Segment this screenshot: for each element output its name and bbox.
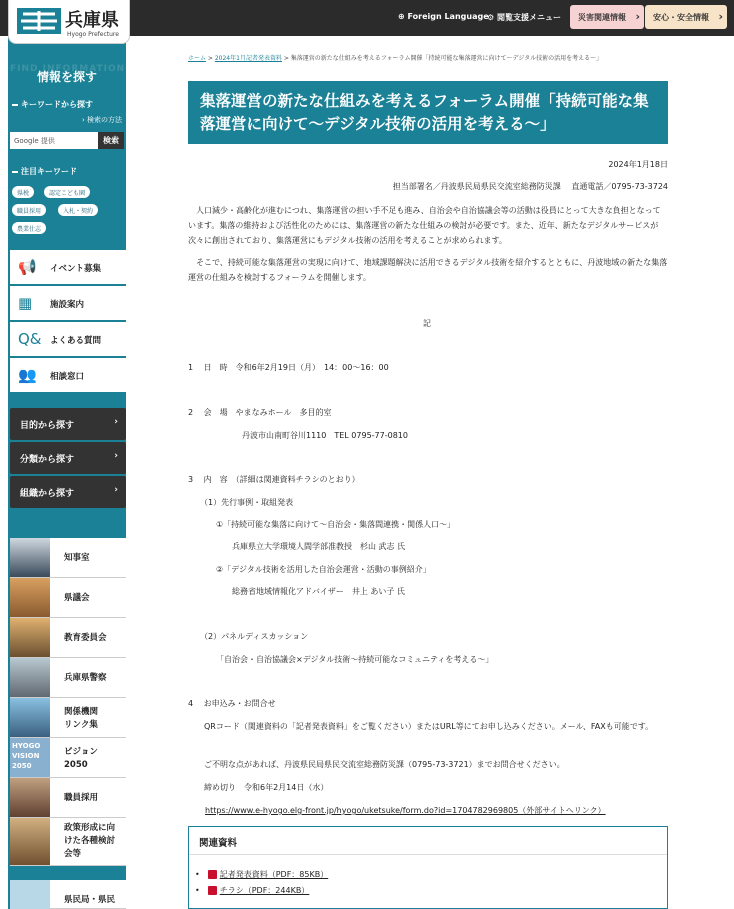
police-photo xyxy=(10,658,50,697)
link-prefectural-bureau[interactable]: 県民局・県民 xyxy=(10,880,126,909)
policy-study-photo xyxy=(10,818,50,865)
disaster-info-button[interactable]: 災害関連情報 › xyxy=(570,5,644,29)
chevron-right-icon: › xyxy=(114,417,118,427)
sidebar-title: 情報を探す xyxy=(36,70,97,84)
item-venue: 2 会 場 やまなみホール 多目的室 xyxy=(188,408,332,417)
chevron-right-icon: › xyxy=(114,485,118,495)
governor-photo xyxy=(10,538,50,577)
page-title: 集落運営の新たな仕組みを考えるフォーラム開催「持続可能な集落運営に向けて～デジタル技術の活用を考える～」 xyxy=(188,81,668,144)
breadcrumb: ホーム > 2024年1月記者発表資料 > 集落運営の新たな仕組みを考えるフォーラム開催「持続可能な集落運営に向けて～デジタル技術の活用を考える～」 xyxy=(188,55,603,62)
megaphone-icon: 📢 xyxy=(18,258,37,276)
search-button[interactable]: 検索 xyxy=(98,132,124,149)
service-facility[interactable]: ▦ 施設案内 xyxy=(10,286,126,321)
breadcrumb-release[interactable]: 2024年1月記者発表資料 xyxy=(214,55,282,62)
application-text: QRコード（関連資料の「記者発表資料」をご覧ください）またはURL等にてお申し込みください。メール、FAXも可能です。 xyxy=(204,722,654,731)
sidebar-bg-text: FIND INFORMATION xyxy=(10,64,126,74)
search-howto-link[interactable]: › 検索の方法 xyxy=(82,116,123,124)
safety-info-button[interactable]: 安心・安全情報 › xyxy=(645,5,727,29)
hyogo-emblem-icon xyxy=(17,8,61,34)
logo-name: 兵庫県 xyxy=(65,10,119,31)
breadcrumb-current: 集落運営の新たな仕組みを考えるフォーラム開催「持続可能な集落運営に向けて～デジタル技術の活用を考える～」 xyxy=(290,55,603,62)
hyogo-logo[interactable] xyxy=(8,0,130,44)
link-recruitment[interactable]: 職員採用 xyxy=(10,778,126,818)
item-content: 3 内 容 （詳細は関連資料チラシのとおり） xyxy=(188,475,360,484)
keyword-tag[interactable]: 入札・契約 xyxy=(58,204,98,216)
deadline-text: 締め切り 令和6年2月14日（水） xyxy=(204,783,329,792)
search-input[interactable]: Google 提供 xyxy=(10,132,98,149)
link-governor[interactable]: 知事室 xyxy=(10,538,126,578)
logo-english: Hyogo Prefecture xyxy=(67,31,119,38)
people-icon: 👥 xyxy=(18,366,37,384)
related-heading: 関連資料 xyxy=(189,827,667,855)
recruitment-photo xyxy=(10,778,50,817)
sidebar xyxy=(8,36,126,909)
content-panel: （2）パネルディスカッション xyxy=(200,632,309,641)
bureau-photo xyxy=(10,880,50,909)
inquiry-text: ご不明な点があれば、丹波県民局県民交流室総務防災課（0795-73-3721）までお問合せください。 xyxy=(204,760,565,769)
education-photo xyxy=(10,618,50,657)
pdf-icon xyxy=(208,870,217,879)
link-police[interactable]: 兵庫県警察 xyxy=(10,658,126,698)
intro-paragraph-2: そこで、持続可能な集落運営の実現に向けて、地域課題解決に活用できるデジタル技術を紹介するとともに、丹波地域の新たな集落運営の仕組みを検討するフォーラムを開催します。 xyxy=(188,258,668,282)
focus-keyword-heading: 注目キーワード xyxy=(12,166,77,177)
related-materials xyxy=(188,826,668,909)
browse-by-category[interactable]: 分類から探す › xyxy=(10,442,126,474)
venue-address: 丹波市山南町谷川1110 TEL 0795-77-0810 xyxy=(242,431,408,440)
related-item[interactable]: • チラシ（PDF：244KB） xyxy=(195,886,310,895)
keyword-tag[interactable]: 職員採用 xyxy=(12,204,46,216)
link-related-orgs[interactable]: 関係機関 リンク集 xyxy=(10,698,126,738)
case-study-1: ①「持続可能な集落に向けて～自治会・集落間連携・関係人口～」 xyxy=(216,520,456,529)
ki-heading: 記 xyxy=(423,319,431,328)
service-faq[interactable]: Q& よくある質問 xyxy=(10,322,126,357)
keyword-tag[interactable]: 認定こども園 xyxy=(44,186,90,198)
related-orgs-photo xyxy=(10,698,50,737)
keyword-search-heading: キーワードから探す xyxy=(12,99,93,110)
content-case-studies: （1）先行事例・取組発表 xyxy=(200,498,294,507)
keyword-tag[interactable]: 県税 xyxy=(12,186,34,198)
pdf-icon xyxy=(208,886,217,895)
related-item[interactable]: • 記者発表資料（PDF：85KB） xyxy=(195,870,329,879)
department-contact: 担当部署名／丹波県民局県民交流室総務防災課 直通電話／0795-73-3724 xyxy=(392,182,668,191)
panel-theme: 「自治会・自治協議会×デジタル技術～持続可能なコミュニティを考える～」 xyxy=(216,655,494,664)
reading-support-menu[interactable]: ⚙ 閲覧支援メニュー xyxy=(487,13,561,22)
intro-paragraph: 人口減少・高齢化が進むにつれ、集落運営の担い手不足も進み、自治会や自治協議会等の活動は役員にとって大きな負担となっています。集落の維持および活性化のためには、集落運営の新たな仕組みの検討が必要です。また、近年、新たなデジタルサービスが次々に創出されており、集落運営にもデジタル技術の活用を考えることが求められます。 xyxy=(188,206,661,245)
breadcrumb-home[interactable]: ホーム xyxy=(188,55,207,62)
browse-by-purpose[interactable]: 目的から探す › xyxy=(10,408,126,440)
service-consultation[interactable]: 👥 相談窓口 xyxy=(10,358,126,393)
publish-date: 2024年1月18日 xyxy=(608,160,668,169)
browse-by-organization[interactable]: 組織から探す › xyxy=(10,476,126,508)
link-assembly[interactable]: 県議会 xyxy=(10,578,126,618)
foreign-language-link[interactable]: ⊕ Foreign Language xyxy=(398,12,489,21)
keyword-tag[interactable]: 農業仕志 xyxy=(12,222,46,234)
item-application: 4 お申込み・お問合せ xyxy=(188,699,276,708)
qa-icon: Q& xyxy=(18,330,42,348)
assembly-photo xyxy=(10,578,50,617)
chevron-right-icon: › xyxy=(114,451,118,461)
building-icon: ▦ xyxy=(18,294,33,312)
application-url-link[interactable]: https://www.e-hyogo.elg-front.jp/hyogo/uketsuke/form.do?id=1704782969805（外部サイトへリンク） xyxy=(205,806,606,815)
link-education[interactable]: 教育委員会 xyxy=(10,618,126,658)
case-study-2: ②「デジタル技術を活用した自治会運営・活動の事例紹介」 xyxy=(216,565,431,574)
case-study-2-speaker: 総務省地域情報化アドバイザー 井上 あい子 氏 xyxy=(232,587,405,596)
link-policy-study[interactable]: 政策形成に向 けた各種検討 会等 xyxy=(10,818,126,866)
link-vision-2050[interactable]: HYOGO VISION 2050 ビジョン 2050 xyxy=(10,738,126,778)
case-study-1-speaker: 兵庫県立大学環境人間学部准教授 杉山 武志 氏 xyxy=(232,542,406,551)
item-datetime: 1 日 時 令和6年2月19日（月） 14：00～16：00 xyxy=(188,363,389,372)
service-event[interactable]: 📢 イベント募集 xyxy=(10,250,126,285)
vision-2050-logo: HYOGO VISION 2050 xyxy=(10,738,50,777)
